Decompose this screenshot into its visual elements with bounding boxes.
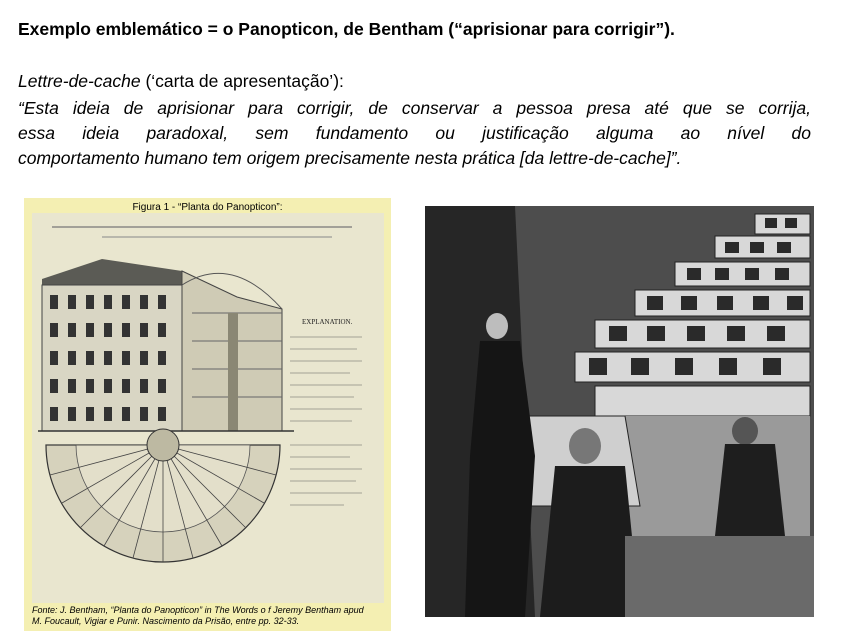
- plate-explanation-heading: EXPLANATION.: [302, 318, 353, 326]
- panopticon-drawing: [32, 213, 384, 603]
- foucault-quote: [18, 96, 811, 171]
- quote-line-1: “Esta ideia de aprisionar para corrigir, de conservar a pessoa presa até que se corrija,: [18, 98, 811, 118]
- page-title: Exemplo emblemático = o Panopticon, de Bentham (“aprisionar para corrigir”).: [18, 19, 675, 39]
- figure-1-caption: Figura 1 - “Planta do Panopticon”:: [132, 202, 283, 213]
- lettre-de-cache-line: [18, 71, 344, 92]
- lettre-term: Lettre-de-cache: [18, 71, 141, 91]
- figure-1-source-line-1: Fonte: J. Bentham, “Planta do Panopticon” in The Words o f Jeremy Bentham apud: [32, 605, 364, 615]
- quote-line-3: comportamento humano tem origem precisamente nesta prática [da lettre-de-cache]”.: [18, 148, 682, 168]
- quote-line-2: essa ideia paradoxal, sem fundamento ou justificação alguma ao nível do: [18, 123, 811, 143]
- lettre-gloss: (‘carta de apresentação’):: [140, 71, 344, 91]
- prison-interior-image: [425, 206, 814, 617]
- figure-1-source-line-2: M. Foucault, Vigiar e Punir. Nascimento da Prisão, entre pp. 32-33.: [32, 616, 300, 626]
- figure-panopticon-plan: [24, 198, 391, 631]
- prison-illustration: [425, 206, 814, 617]
